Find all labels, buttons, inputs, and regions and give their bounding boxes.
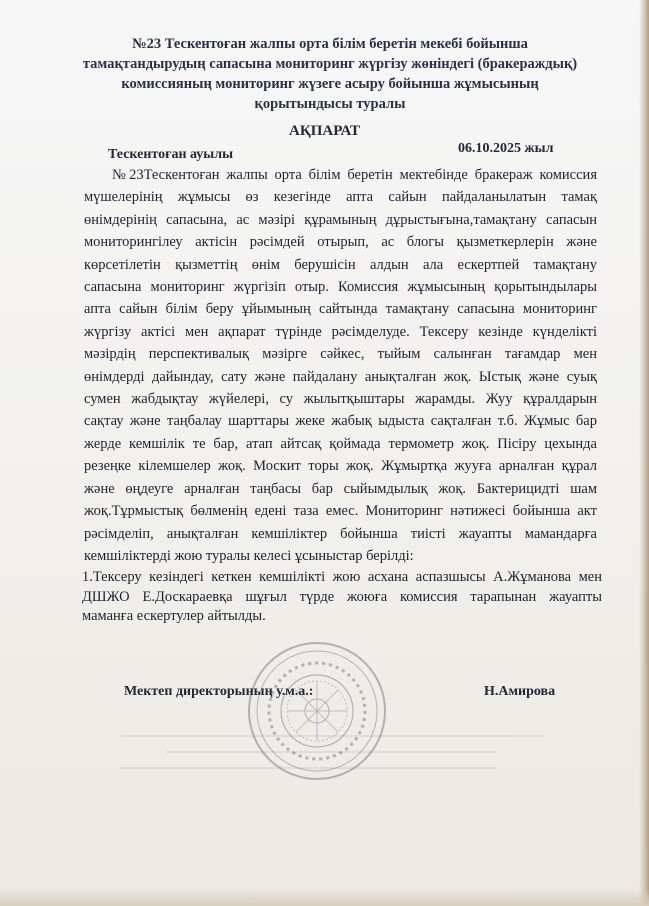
body-line: кемшіліктерді жою туралы келесі ұсыныстар берілді:: [84, 547, 414, 564]
body-line: жерде кемшілік те бар, атап айтсақ қоймада термометр жоқ. Пісіру цехында: [84, 435, 597, 452]
body-line: және өңдеуге арналған таңбасы бар сыйымдылық жоқ. Бактерицидті шам: [84, 480, 597, 497]
title-line: қорытындысы туралы: [254, 96, 406, 112]
body-line: жоқ.Тұрмыстық бөлменің едені таза емес. Мониторинг нәтижесі бойынша акт: [84, 503, 597, 520]
body-line: рәсімделіп, анықталған кемшіліктер бойынша тиісті жауапты мамандарға: [84, 525, 597, 542]
body-line: мәзірдің перспективалық мәзірге сәйкес, тыйым салынған тағамдар мен: [84, 346, 597, 363]
document-date: 06.10.2025 жыл: [458, 141, 554, 156]
title-line: тамақтандырудың сапасына мониторинг жүргізу жөніндегі (бракераждық): [82, 56, 578, 72]
body-paragraph: [84, 164, 597, 567]
title-line: №23 Тескентоған жалпы орта білім беретін мекебі бойынша: [132, 36, 528, 52]
body-line: көрсетілетін қызметтің өнім берушісін алдын ала ескертпей тамақтану: [84, 256, 597, 273]
signer-name: Н.Амирова: [484, 684, 556, 699]
document-heading: АҚПАРАТ: [289, 123, 360, 139]
item-line: ДШЖО Е.Доскараевқа шұғыл түрде жоюға комиссия тарапынан жауапты: [82, 588, 602, 605]
item-line: 1.Тексеру кезіндегі кеткен кемшілікті жою асхана аспазшысы А.Жұманова мен: [82, 569, 602, 585]
body-line: сумен жабдықтау жүйелері, су жылытқыштары жарамды. Жуу құралдарын: [84, 391, 597, 408]
body-line: апта сайын білім беру ұйымының сайтында тамақтану сапасына мониторинг: [84, 301, 597, 318]
show-through-text: [120, 735, 590, 795]
body-line: сапасына мониторинг жүргізіп отыр. Комиссия жұмысының қорытындылары: [84, 279, 597, 296]
page-shadow-bottom: [0, 888, 649, 906]
document-title: [70, 34, 590, 114]
document-place: Тескентоған ауылы: [108, 147, 234, 162]
signer-role: Мектеп директорының у.м.а.:: [124, 684, 314, 699]
body-line: мүшелерінің жұмысы өз кезегінде апта сайын пайдаланылатын тамақ: [84, 189, 597, 206]
body-line: жүргізу актісі мен ақпарат түрінде рәсімделуде. Тексеру кезінде күнделікті: [84, 323, 597, 340]
recommendation-item: [82, 568, 602, 627]
title-line: комиссияның мониторинг жүзеге асыру бойынша жұмысының: [121, 76, 539, 92]
body-line: өнімдерді дайындау, сату және пайдалану анықталған жоқ. Ыстық және суық: [84, 368, 597, 385]
body-line: өнімдерінің сапасына, ас мәзірі құрамының дұрыстығына,тамақтану сапасын: [84, 211, 597, 228]
body-line: мониторингілеу актісін рәсімдей отырып, ас блогы қызметкерлерін және: [84, 234, 597, 251]
body-line: сақтау және таңбалау шарттары жеке жабық ыдыста сақталған т.б. Жұмыс бар: [84, 413, 597, 430]
item-line: маманға ескертулер айтылды.: [82, 608, 266, 624]
body-line: №23Тескентоған жалпы орта білім беретін мектебінде бракераж комиссия: [112, 167, 597, 183]
body-line: резеңке кілемшелер жоқ. Москит торы жоқ. Жұмыртқа жууға арналған құрал: [84, 458, 597, 475]
